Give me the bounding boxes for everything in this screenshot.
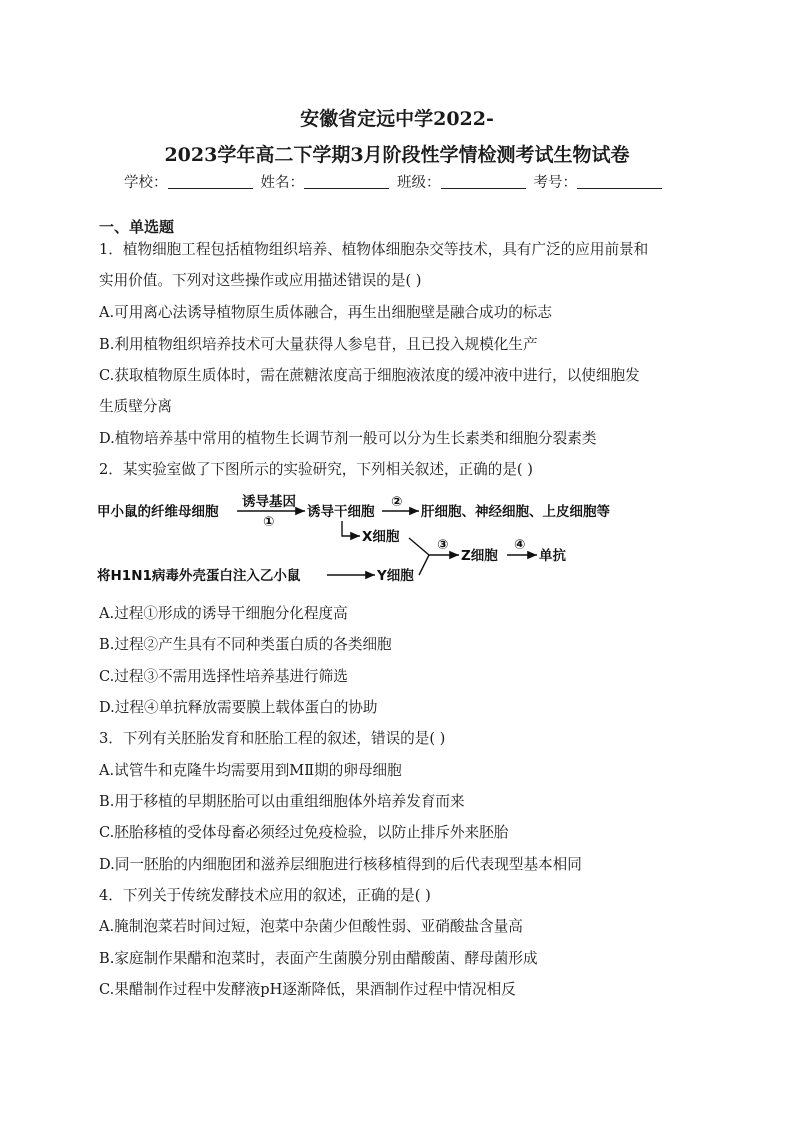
exam-title-line-1: 安徽省定远中学2022- bbox=[300, 108, 494, 130]
option-line: C.果醋制作过程中发酵液pH逐渐降低，果酒制作过程中情况相反 bbox=[99, 981, 516, 998]
question-line: 实用价值。下列对这些操作或应用描述错误的是( ) bbox=[99, 272, 422, 289]
monoclonal-antibody: 单抗 bbox=[539, 548, 566, 564]
option-line: B.过程②产生具有不同种类蛋白质的各类细胞 bbox=[99, 636, 392, 653]
option-line: C.胚胎移植的受体母畜必须经过免疫检验，以防止排斥外来胚胎 bbox=[99, 824, 509, 841]
option-line: D.植物培养基中常用的植物生长调节剂一般可以分为生长素类和细胞分裂素类 bbox=[99, 430, 597, 447]
source-fibroblast: 甲小鼠的纤维母细胞 bbox=[97, 504, 219, 520]
option-line: A.试管牛和克隆牛均需要用到MⅡ期的卵母细胞 bbox=[99, 762, 402, 779]
option-line: B.用于移植的早期胚胎可以由重组细胞体外培养发育而来 bbox=[99, 793, 465, 810]
option-line: A.过程①形成的诱导干细胞分化程度高 bbox=[99, 605, 348, 622]
question-line: 4．下列关于传统发酵技术应用的叙述，正确的是( ) bbox=[99, 887, 431, 904]
induced-stem-cell: 诱导干细胞 bbox=[307, 504, 375, 520]
option-line: B.家庭制作果醋和泡菜时，表面产生菌膜分别由醋酸菌、酵母菌形成 bbox=[99, 950, 538, 967]
arrow-1-bottom-label: ① bbox=[263, 514, 275, 530]
exam-title-line-2: 2023学年高二下学期3月阶段性学情检测考试生物试卷 bbox=[164, 144, 630, 166]
exam-no-blank[interactable] bbox=[577, 174, 662, 189]
option-line: D.同一胚胎的内细胞团和滋养层细胞进行核移植得到的后代表现型基本相同 bbox=[99, 856, 582, 873]
y-cell: Y细胞 bbox=[377, 568, 414, 584]
merge-line-x bbox=[409, 538, 429, 555]
option-line: D.过程④单抗释放需要膜上载体蛋白的协助 bbox=[99, 699, 378, 716]
arrow-2-label: ② bbox=[391, 494, 403, 510]
x-cell: X细胞 bbox=[362, 529, 400, 545]
school-label: 学校： bbox=[124, 175, 168, 191]
differentiated-cells: 肝细胞、神经细胞、上皮细胞等 bbox=[421, 504, 610, 520]
option-line: 生质壁分离 bbox=[99, 398, 172, 415]
arrow-1-top-label: 诱导基因 bbox=[242, 494, 296, 510]
option-line: C.获取植物原生质体时，需在蔗糖浓度高于细胞液浓度的缓冲液中进行，以使细胞发 bbox=[99, 367, 640, 384]
arrow-to-x bbox=[342, 521, 360, 536]
question-line: 2．某实验室做了下图所示的实验研究，下列相关叙述，正确的是( ) bbox=[99, 461, 533, 478]
class-label: 班级： bbox=[397, 175, 441, 191]
school-blank[interactable] bbox=[168, 174, 253, 189]
option-line: B.利用植物组织培养技术可大量获得人参皂苷，且已投入规模化生产 bbox=[99, 336, 538, 353]
z-cell: Z细胞 bbox=[461, 548, 498, 564]
source-h1n1: 将H1N1病毒外壳蛋白注入乙小鼠 bbox=[97, 568, 301, 584]
question-line: 3．下列有关胚胎发育和胚胎工程的叙述，错误的是( ) bbox=[99, 730, 446, 747]
section-title: 一、单选题 bbox=[99, 218, 175, 236]
option-line: C.过程③不需用选择性培养基进行筛选 bbox=[99, 668, 348, 685]
option-line: A.腌制泡菜若时间过短，泡菜中杂菌少但酸性弱、亚硝酸盐含量高 bbox=[99, 918, 523, 935]
name-label: 姓名： bbox=[260, 175, 304, 191]
arrow-4-label: ④ bbox=[514, 537, 526, 553]
exam-no-label: 考号： bbox=[533, 175, 577, 191]
experiment-flow-diagram bbox=[97, 491, 657, 591]
merge-line-y bbox=[419, 555, 429, 575]
question-line: 1．植物细胞工程包括植物组织培养、植物体细胞杂交等技术，具有广泛的应用前景和 bbox=[99, 241, 649, 258]
option-line: A.可用离心法诱导植物原生质体融合，再生出细胞壁是融合成功的标志 bbox=[99, 304, 552, 321]
student-info-row bbox=[0, 171, 794, 192]
class-blank[interactable] bbox=[441, 174, 526, 189]
arrow-3-label: ③ bbox=[437, 537, 449, 553]
name-blank[interactable] bbox=[304, 174, 389, 189]
